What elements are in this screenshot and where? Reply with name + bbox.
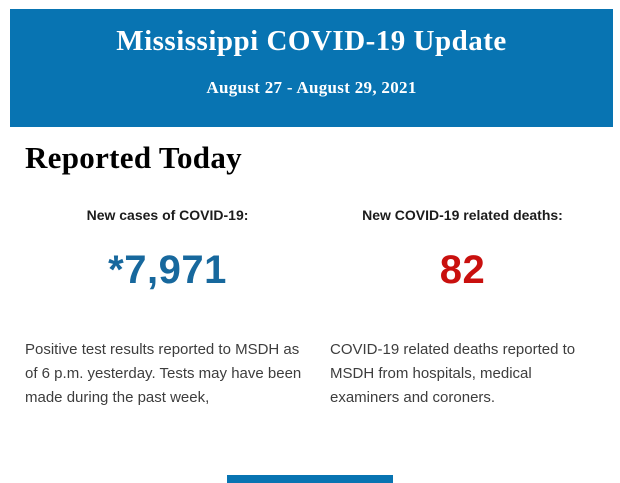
newsletter-title: Mississippi COVID-19 Update — [116, 25, 507, 57]
new-deaths-description: COVID-19 related deaths reported to MSDH from hospitals, medical examiners and coroners. — [330, 341, 576, 406]
stats-row — [25, 207, 595, 410]
next-section-banner-edge — [227, 475, 393, 483]
new-cases-value: *7,971 — [108, 248, 227, 292]
new-deaths-label: New COVID-19 related deaths: — [362, 207, 563, 223]
new-cases-description: Positive test results reported to MSDH as of 6 p.m. yesterday. Tests may have been made during the past week, — [25, 341, 302, 406]
new-deaths-value: 82 — [439, 248, 486, 292]
newsletter-header-banner — [10, 9, 613, 127]
newsletter-date-range: August 27 - August 29, 2021 — [206, 78, 417, 97]
stat-new-deaths — [330, 207, 595, 410]
new-cases-label: New cases of COVID-19: — [86, 207, 249, 223]
section-title-reported-today: Reported Today — [25, 140, 242, 175]
stat-new-cases — [25, 207, 310, 410]
